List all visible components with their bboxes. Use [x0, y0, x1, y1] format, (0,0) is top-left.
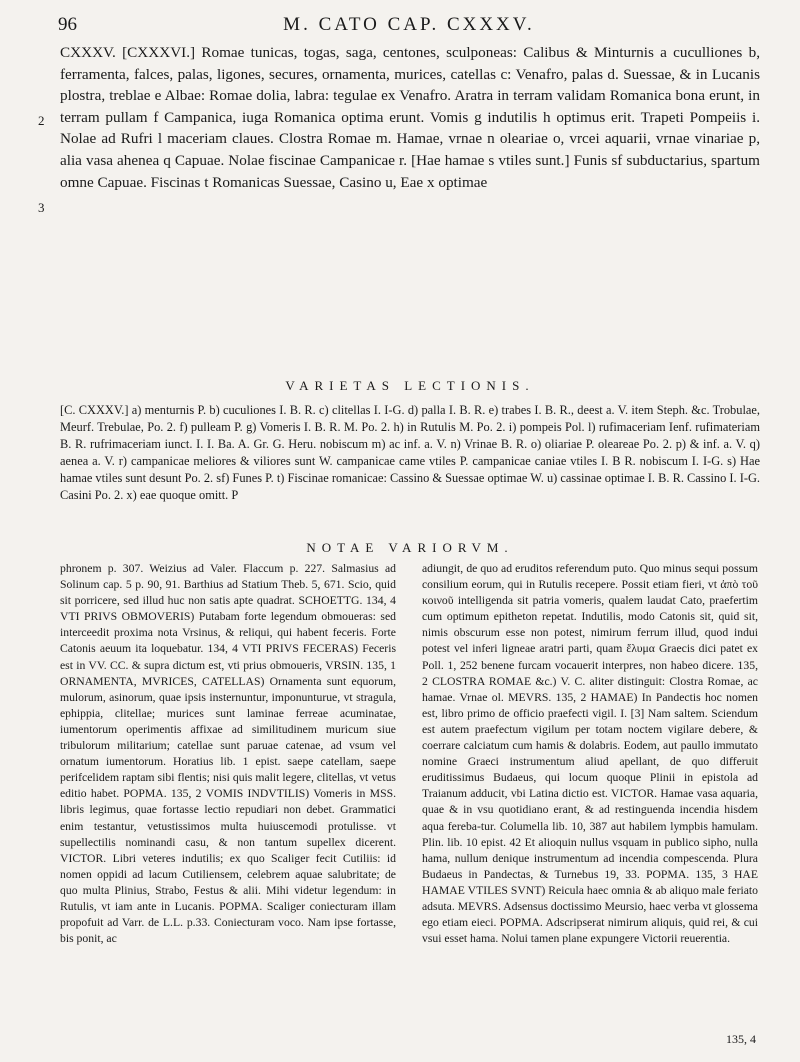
main-paragraph: CXXXV. [CXXXVI.] Romae tunicas, togas, saga, centones, sculponeas: Calibus & Minturnis a cuculliones b, ferramenta, falces, palas, ligones, secures, ornamenta, murices, catellas c: Venafro, palas d. Suessae, & in Lucanis plostra, treblae e Albae: Romae dolia, labra: tegulae ex Venafro. Aratra in terram validam Romanica bona erunt, in terram pullam f Campanica, iuga Romanica optima erunt. Vomis g indutilis h optimus erit. Trapeti Pompeiis i. Nolae ad Rufri l maceriam claues. Clostra Romae m. Hamae, vrnae n oleariae o, vrcei aquarii, vrnae vinariae p, alia vasa ahenea q Capuae. Nolae fiscinae Campanicae r. [Hae hamae s vtiles sunt.] Funis sf subductarius, spartum omne Capuae. Fiscinas t Romanicas Suessae, Casino u, Eae x optimae [60, 44, 760, 191]
notes-heading: NOTAE VARIORVM. [306, 540, 514, 555]
variants-text: [C. CXXXV.] a) menturnis P. b) cuculiones I. B. R. c) clitellas I. I-G. d) palla I. B. R. e) trabes I. B. R., deest a. V. item Steph. &c. Trobulae, Meurf. Trebulae, Po. 2. f) pulleam P. g) Vomeris I. B. R. M. Po. 2. h) in Rutulis M. Po. 2. i) pompeis Pol. l) rufimaceriam Ienf. rufimateriam B. R. rufrimaceriam iunct. I. I. Ba. A. Gr. G. Heru. nobiscum m) ac inf. a. V. n) Vrinae B. R. o) oliariae P. oleareae Po. 2. p) & inf. a. V. q) aenea a. V. r) campanicae meliores & viliores sunt W. campanicae came vtiles P. campanicae caniae vtiles I. B R. nobiscum I. I-G. s) Hae hamae vtiles sunt desunt Po. 2. sf) Funes P. t) Fiscinae romanicae: Cassino & Suessae optimae W. u) cassinae optimae I. B. R. Cassino I. I-G. Casini Po. 2. x) eae quoque omitt. P [60, 403, 760, 502]
main-text [60, 42, 760, 193]
running-title: M. CATO CAP. CXXXV. [283, 14, 535, 35]
page-number: 96 [58, 14, 77, 35]
notes-section [60, 561, 760, 1041]
page-header [58, 14, 760, 44]
notes-right-text: adiungit, de quo ad eruditos referendum puto. Quo minus sequi possum consilium eorum, qui in Rutulis recepere. Possit etiam fieri, vt ἀπὸ τοῦ κοινοῦ intelligenda sit patria vomeris, qualem laudat Cato, praefertim cum optimum epitheton repetat. Indutilis, modo Catonis sit, quid sit, nimis obscurum esse non potest, nimirum ferrum illud, quod indui potest vel inferi ligneae aratri parti, quam ἔλυμα Graecis dici patet ex Poll. 1, 252 benene furcam vocauerit interpres, non habeo dicere. 135, 2 CLOSTRA ROMAE &c.) V. C. aliter distinguit: Clostra Romae, ac hamae. Vrnae ol. MEVRS. 135, 2 HAMAE) In Pandectis hoc nomen est, libro primo de officio praefecti vigil. I. [3] Nam saltem. Sciendum est autem praefectum vigilum per totam noctem vigilare debere, & coerrare calciatum cum hamis & dolabris. Eodem, aut paullo immutato nomine Graeci instrumentum aliud apellant, de quo differuit eruditissimus Budaeus, qui locum quoque Plinii in epistola ad Traianum adducit, vbi Latina dictio est. VICTOR. Hamae vasa aquaria, quae & in vsu quotidiano erant, & ad restinguenda incendia hisdem aqua fereba-tur. Columella lib. 10, 387 aut habilem lympbis hamulam. Plin. lib. 10 epist. 42 Et alioquin nullus vsquam in publico sipho, nulla hama, nullum denique instrumentum ad incendia compescenda. Plura Budaeus in Pandectas, & Turnebus 19, 33. POPMA. 135, 3 HAE HAMAE VTILES SVNT) Reicula haec omnia & ab aliquo male feriato adsuta. MEVRS. Adsensus doctissimo Meursio, haec verba vt glossema ego etiam eieci. POPMA. Adscripserat nimirum aliquis, quid rei, & cui vsui esset hama. Nolui tamen plane expungere Victorii reuerentia. [422, 562, 758, 946]
line-marker: 3 [38, 200, 45, 215]
notes-left-text: phronem p. 307. Weizius ad Valer. Flaccum p. 227. Salmasius ad Solinum cap. 5 p. 90, 91. Barthius ad Statium Theb. 5, 671. Scio, quid sit porricere, sed illud huc non satis apte quadrat. SCHOETTG. 134, 4 VTI PRIVS OBMOVERIS) Putabam forte legendum obmoueras: sed interceedit proxima nota Vrsinus, & reliqui, qui habent feceris. Forte Catonis aeuum ita loquebatur. 134, 4 VTI PRIVS FECERAS) Feceris est in VV. CC. & supra dictum est, vti prius obmoueris, VRSIN. 135, 1 ORNAMENTA, MVRICES, CATELLAS) Ornamenta sunt equorum, mulorum, asinorum, quae ipsis insternuntur, imponunturue, vt stragula, ephippia, clitellae; murices sunt laminae ferreae acuminatae, iumentorum operimentis affixae ad similitudinem muricum siue tribulorum militarium; catellae sunt paruae catenae, ad vsum vel ornatum iumentorum. Horatius lib. 1 epist. saepe catellam, saepe perifcelidem raptam sibi flentis; nisi quis malit legere, clitellas, vt vetus editio habet. POPMA. 135, 2 VOMIS INDVTILIS) Vomeris in MSS. libris legimus, quae fortasse lectio repudiari non debet. Grammatici enim testantur, vetustissimos multa huiuscemodi protulisse. vt supellectilis nominandi casu, & non tantum supellex dicerent. VICTOR. Libri veteres indutilis; ex quo Scaliger fecit Cutiliis: id nomen oppidi ad lacum Cutiliensem, celebrem aquae salubritate; de quo multa Plinius, Strabo, Festus & alii. Mihi videtur legendum: in Rutulis, vt iam ante in Lucanis. POPMA. Scaliger coniecturam illam propofuit ad Varr. de L.L. p.33. Coniecturam voco. Nam ipse fortasse, bis ponit, ac [60, 562, 396, 946]
variants-heading: VARIETAS LECTIONIS. [285, 378, 535, 393]
catchword: 135, 4 [726, 1032, 756, 1046]
notes-right-column [422, 561, 758, 947]
line-marker: 2 [38, 113, 45, 128]
notes-left-column [60, 561, 396, 947]
variant-readings [60, 402, 760, 504]
